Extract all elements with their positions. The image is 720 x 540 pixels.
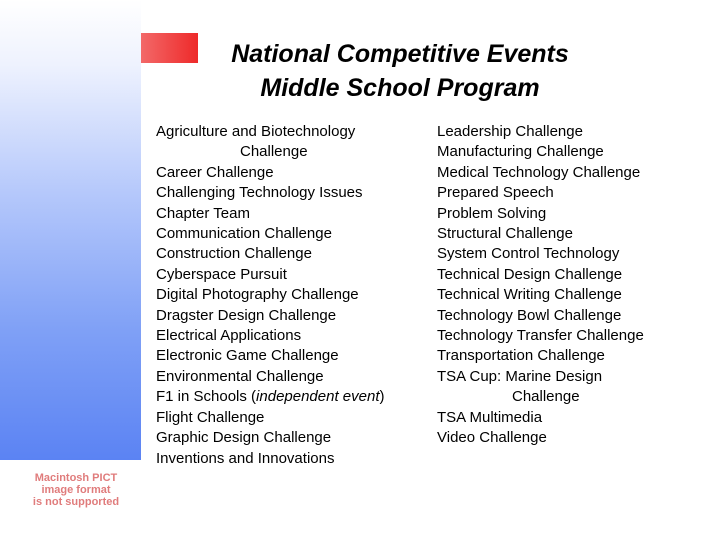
list-item: Electronic Game Challenge <box>156 347 339 365</box>
list-item: Technical Design Challenge <box>437 265 623 283</box>
list-item: Dragster Design Challenge <box>156 306 337 324</box>
list-item: Environmental Challenge <box>156 367 324 385</box>
list-item: TSA Cup: Marine Design <box>437 367 603 385</box>
list-item: Technology Transfer Challenge <box>437 327 644 345</box>
list-item: Graphic Design Challenge <box>156 429 332 447</box>
list-item: Problem Solving <box>437 204 547 222</box>
title-line-2: Middle School Program <box>260 74 540 102</box>
list-item: Manufacturing Challenge <box>437 143 604 161</box>
placeholder-line-2: image format <box>41 484 111 496</box>
placeholder-line-3: is not supported <box>32 496 120 508</box>
left-event-list <box>156 122 385 469</box>
list-item: Career Challenge <box>156 163 274 181</box>
unsupported-image-placeholder <box>20 472 132 508</box>
list-item: Prepared Speech <box>437 184 554 202</box>
slide-title <box>200 37 600 105</box>
f1-label: F1 in Schools ( <box>156 388 257 406</box>
list-item: Structural Challenge <box>437 225 573 243</box>
side-gradient-bar <box>0 0 141 460</box>
list-item: System Control Technology <box>437 245 620 263</box>
list-item: Electrical Applications <box>156 327 302 345</box>
list-item: Flight Challenge <box>156 408 265 426</box>
list-item: TSA Multimedia <box>437 408 543 426</box>
f1-close: ) <box>379 388 385 406</box>
right-event-list <box>437 122 644 449</box>
list-item: Chapter Team <box>156 204 250 222</box>
list-item: Communication Challenge <box>156 225 332 243</box>
list-item-continuation: Challenge <box>512 388 580 406</box>
list-item: Leadership Challenge <box>437 123 583 140</box>
list-item: Inventions and Innovations <box>156 449 335 467</box>
list-item: Digital Photography Challenge <box>156 286 359 304</box>
list-item: Cyberspace Pursuit <box>156 265 287 283</box>
list-item: Technology Bowl Challenge <box>437 306 622 324</box>
list-item: Construction Challenge <box>156 245 312 263</box>
list-item: Medical Technology Challenge <box>437 163 641 181</box>
list-item: Challenging Technology Issues <box>156 184 363 202</box>
title-line-1: National Competitive Events <box>231 40 569 68</box>
list-item-f1 <box>156 387 385 407</box>
list-item-continuation: Challenge <box>240 143 308 161</box>
list-item: Video Challenge <box>437 429 547 447</box>
placeholder-line-1: Macintosh PICT <box>34 472 118 484</box>
list-item: Agriculture and Biotechnology <box>156 123 356 140</box>
list-item: Transportation Challenge <box>437 347 605 365</box>
list-item: Technical Writing Challenge <box>437 286 622 304</box>
f1-note: independent event <box>256 388 380 406</box>
